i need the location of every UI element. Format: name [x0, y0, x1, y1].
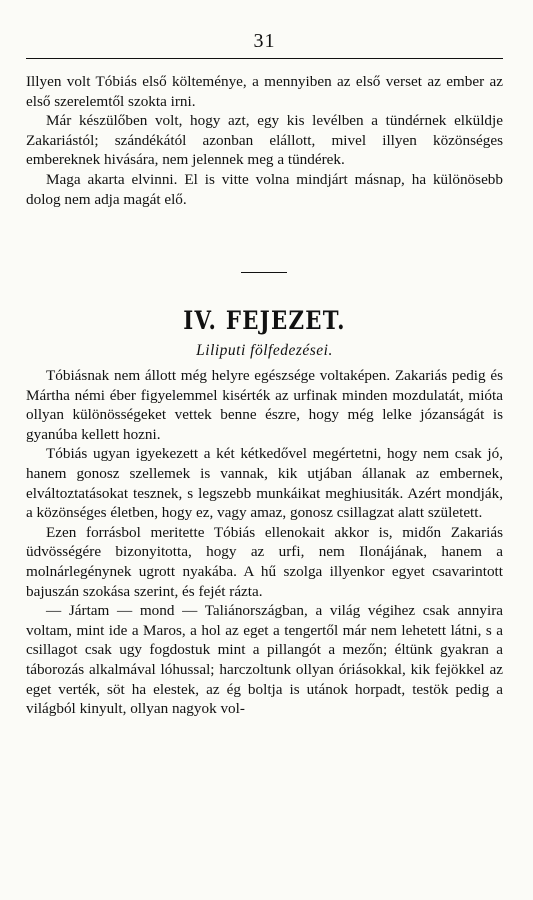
paragraph: — Jártam — mond — Taliánországban, a világ végihez csak annyira voltam, mint ide a Maros, a hol az eget a tengertől már nem lehetett látni, s a csillagot csak ugy fogdostuk mint a pillangót a mezőn; éltünk gyakran a táborozás alkalmával lóhussal; harczoltunk ollyan óriásokkal, kik fejökkel az eget verték, söt ha elestek, az ég boltja is utánok horpadt, testök pedig a világból kinyult, ollyan nagyok vol- — [26, 602, 503, 718]
paragraph: Illyen volt Tóbiás első költeménye, a mennyiben az első verset az ember az első szerelemtől szokta irni. — [26, 73, 503, 110]
paragraph: Maga akarta elvinni. El is vitte volna mindjárt másnap, ha különösebb dolog nem adja magát elő. — [26, 170, 503, 208]
text-block-chapter — [26, 366, 503, 719]
paragraph: Tóbiás ugyan igyekezett a két kétkedővel megértetni, hogy nem csak jó, hanem gonosz szellemek is vannak, kik utjában állanak az embernek, elváltoztatásokat tesznek, s legszebb munkáikat meghiusiták. Azért mondják, a közönséges életben, hogy ez, vagy amaz, gonosz csillagzat alatt született. — [26, 445, 503, 522]
paragraph: Tóbiásnak nem állott még helyre egészsége voltaképen. Zakariás pedig és Mártha némi éber figyelemmel kisérték az urfinak minden mozdulatát, mióta ollyan különösségeket vettek benne észre, hogy még lelke józanságát is gyanúba kellett hozni. — [26, 367, 503, 443]
chapter-title: IV. FEJEZET. — [183, 306, 346, 335]
text-block-top — [26, 72, 503, 209]
page-number: 31 — [253, 30, 276, 52]
section-divider — [241, 272, 287, 273]
paragraph: Már készülőben volt, hogy azt, egy kis levélben a tündérnek elküldje Zakariástól; szándékától azonban elállott, mivel illyen közönséges embereknek hivására, nem jelennek meg a tündérek. — [26, 112, 503, 169]
book-page — [26, 0, 503, 900]
paragraph: Ezen forrásbol meritette Tóbiás ellenokait akkor is, midőn Zakariás üdvösségére bizonyitotta, hogy az urfi, nem Ilonájának, hanem a molnárlegénynek ugrott nyakába. A hű szolga illyenkor egyet csavarintott bajuszán szokása szerint, és fejét rázta. — [26, 523, 503, 600]
chapter-subtitle: Liliputi fölfedezései. — [196, 342, 333, 359]
header-rule — [26, 58, 503, 59]
